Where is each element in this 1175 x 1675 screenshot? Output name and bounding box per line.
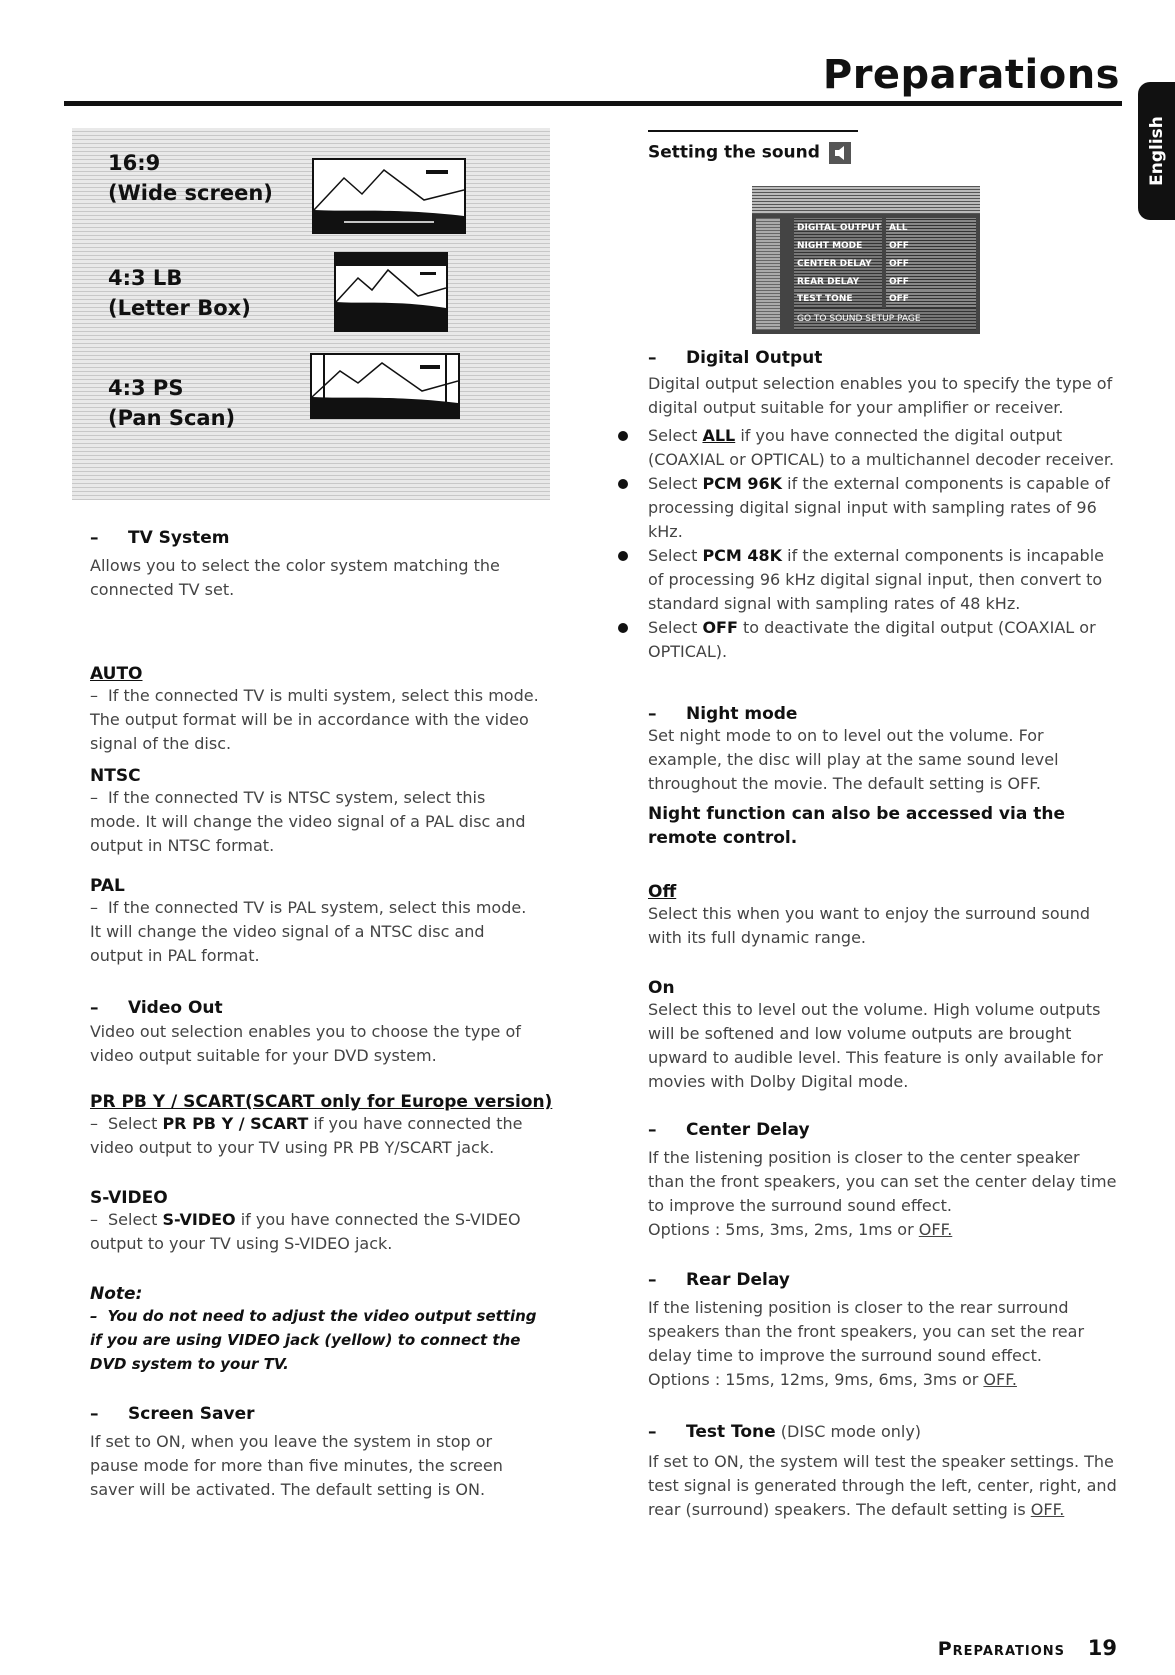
- svideo-text: – Select S-VIDEO if you have connected the S-VIDEO output to your TV using S-VIDEO jack.: [90, 1210, 521, 1253]
- screen-saver-text: If set to ON, when you leave the system in stop or pause mode for more than five minutes, the screen saver will be activated. The default setting is ON.: [90, 1432, 503, 1499]
- digital-output-bullet: Select PCM 96K if the external components is capable of processing digital signal input with sampling rates of 96 kHz.: [648, 472, 1118, 544]
- video-out-heading: – Video Out: [90, 998, 223, 1018]
- rear-delay-heading: – Rear Delay: [648, 1270, 790, 1290]
- night-on-option: [648, 978, 1118, 1094]
- osd-menu-value: OFF: [886, 254, 976, 274]
- footer-section-label: Preparations: [937, 1638, 1065, 1660]
- aspect-label-letterbox: [108, 263, 251, 323]
- test-tone-heading: – Test Tone (DISC mode only): [648, 1422, 922, 1442]
- digital-output-section: [648, 348, 1118, 664]
- language-tab-label: English: [1146, 116, 1167, 186]
- osd-side-icon-bar: [756, 218, 780, 330]
- aspect-label-letterbox-ratio: 4:3 LB: [108, 266, 183, 290]
- prpb-scart-text: – Select PR PB Y / SCART if you have connected the video output to your TV using PR PB Y/SCART jack.: [90, 1114, 523, 1157]
- setting-sound-title: Setting the sound: [648, 142, 820, 163]
- tv-system-text: Allows you to select the color system matching the connected TV set.: [90, 556, 500, 599]
- title-rule: [64, 101, 1122, 106]
- aspect-label-wide: [108, 148, 273, 208]
- osd-menu-item: CENTER DELAY: [794, 254, 882, 274]
- prpb-scart-title: PR PB Y / SCART(SCART only for Europe version): [90, 1092, 553, 1112]
- aspect-label-panscan-ratio: 4:3 PS: [108, 376, 184, 400]
- osd-menu-item: NIGHT MODE: [794, 236, 882, 256]
- aspect-label-panscan: [108, 373, 235, 433]
- prpb-scart-option: [90, 1092, 560, 1160]
- osd-menu-value: OFF: [886, 272, 976, 292]
- ntsc-option: [90, 766, 540, 858]
- center-delay-heading: – Center Delay: [648, 1120, 810, 1140]
- screen-saver-heading: – Screen Saver: [90, 1404, 255, 1424]
- center-delay-options: Options : 5ms, 3ms, 2ms, 1ms or OFF.: [648, 1220, 953, 1239]
- rear-delay-section: [648, 1270, 1118, 1392]
- ntsc-title: NTSC: [90, 766, 141, 786]
- note-block: [90, 1284, 540, 1376]
- screen-saver-section: [90, 1404, 540, 1502]
- language-tab: [1138, 82, 1175, 220]
- bullet-icon: [618, 479, 628, 489]
- osd-bottom-bar: GO TO SOUND SETUP PAGE: [794, 308, 976, 330]
- aspect-label-wide-name: (Wide screen): [108, 181, 273, 205]
- page-number: 19: [1087, 1636, 1117, 1660]
- tv-letterbox-illustration: [334, 252, 448, 332]
- night-mode-remote-note: Night function can also be accessed via the remote control.: [648, 804, 1065, 848]
- osd-menu-value: OFF: [886, 236, 976, 256]
- osd-menu-item: DIGITAL OUTPUT: [794, 218, 882, 238]
- osd-menu-item: REAR DELAY: [794, 272, 882, 292]
- speaker-icon: [829, 142, 851, 164]
- osd-menu-value: OFF: [886, 290, 976, 308]
- digital-output-bullet: Select PCM 48K if the external components is incapable of processing 96 kHz digital signal input, then convert to standard signal with sampling rates of 48 kHz.: [648, 544, 1118, 616]
- pal-option: [90, 876, 540, 968]
- auto-title: AUTO: [90, 664, 143, 684]
- auto-text: – If the connected TV is multi system, select this mode. The output format will be in accordance with the video signal of the disc.: [90, 686, 539, 753]
- page-title: Preparations: [822, 52, 1120, 98]
- center-delay-section: [648, 1120, 1118, 1242]
- night-mode-heading: – Night mode: [648, 704, 798, 724]
- aspect-label-letterbox-name: (Letter Box): [108, 296, 251, 320]
- bullet-icon: [618, 551, 628, 561]
- night-off-text: Select this when you want to enjoy the surround sound with its full dynamic range.: [648, 904, 1091, 947]
- bullet-icon: [618, 431, 628, 441]
- osd-top-icon-bar: [752, 186, 980, 214]
- ntsc-text: – If the connected TV is NTSC system, select this mode. It will change the video signal of a PAL disc and output in NTSC format.: [90, 788, 526, 855]
- night-on-title: On: [648, 978, 675, 998]
- night-off-title: Off: [648, 882, 677, 902]
- auto-option: [90, 664, 540, 756]
- digital-output-bullet: Select ALL if you have connected the digital output (COAXIAL or OPTICAL) to a multichannel decoder receiver.: [648, 424, 1118, 472]
- test-tone-text: If set to ON, the system will test the speaker settings. The test signal is generated through the left, center, right, and rear (surround) speakers. The default setting is OFF.: [648, 1452, 1117, 1519]
- video-out-text: Video out selection enables you to choose the type of video output suitable for your DVD system.: [90, 1022, 521, 1065]
- digital-output-bullet: Select OFF to deactivate the digital output (COAXIAL or OPTICAL).: [648, 616, 1118, 664]
- night-mode-text: Set night mode to on to level out the volume. For example, the disc will play at the same sound level throughout the movie. The default setting is OFF.: [648, 726, 1059, 793]
- aspect-label-panscan-name: (Pan Scan): [108, 406, 236, 430]
- svideo-option: [90, 1188, 540, 1256]
- osd-menu-value: ALL: [886, 218, 976, 238]
- bullet-icon: [618, 623, 628, 633]
- tv-panscan-illustration: [310, 353, 460, 419]
- rear-delay-options: Options : 15ms, 12ms, 9ms, 6ms, 3ms or OFF.: [648, 1370, 1017, 1389]
- digital-output-text: Digital output selection enables you to specify the type of digital output suitable for your amplifier or receiver.: [648, 374, 1113, 417]
- tv-system-heading: – TV System: [90, 528, 230, 548]
- video-out-section: [90, 998, 540, 1068]
- pal-text: – If the connected TV is PAL system, select this mode. It will change the video signal of a NTSC disc and output in PAL format.: [90, 898, 527, 965]
- note-text: – You do not need to adjust the video output setting if you are using VIDEO jack (yellow) to connect the DVD system to your TV.: [90, 1307, 537, 1373]
- test-tone-section: [648, 1420, 1118, 1522]
- tv-wide-screen-illustration: [312, 158, 466, 234]
- tv-system-section: [90, 528, 540, 602]
- rear-delay-text: If the listening position is closer to the rear surround speakers than the front speakers, you can set the rear delay time to improve the surround sound effect.: [648, 1298, 1085, 1365]
- night-off-option: [648, 882, 1118, 950]
- osd-menu-item: TEST TONE: [794, 290, 882, 308]
- note-title: Note:: [90, 1284, 143, 1304]
- sound-setup-osd-menu: [752, 186, 980, 334]
- svideo-title: S-VIDEO: [90, 1188, 168, 1208]
- aspect-label-wide-ratio: 16:9: [108, 151, 161, 175]
- digital-output-heading: – Digital Output: [648, 348, 823, 368]
- night-on-text: Select this to level out the volume. High volume outputs will be softened and low volume outputs are brought upward to audible level. This feature is only available for movies with Dolby Digital mode.: [648, 1000, 1103, 1091]
- setting-sound-title-block: [648, 130, 858, 164]
- pal-title: PAL: [90, 876, 125, 896]
- aspect-ratio-figure: [72, 128, 550, 500]
- night-mode-section: [648, 704, 1118, 850]
- center-delay-text: If the listening position is closer to the center speaker than the front speakers, you can set the center delay time to improve the surround sound effect.: [648, 1148, 1117, 1215]
